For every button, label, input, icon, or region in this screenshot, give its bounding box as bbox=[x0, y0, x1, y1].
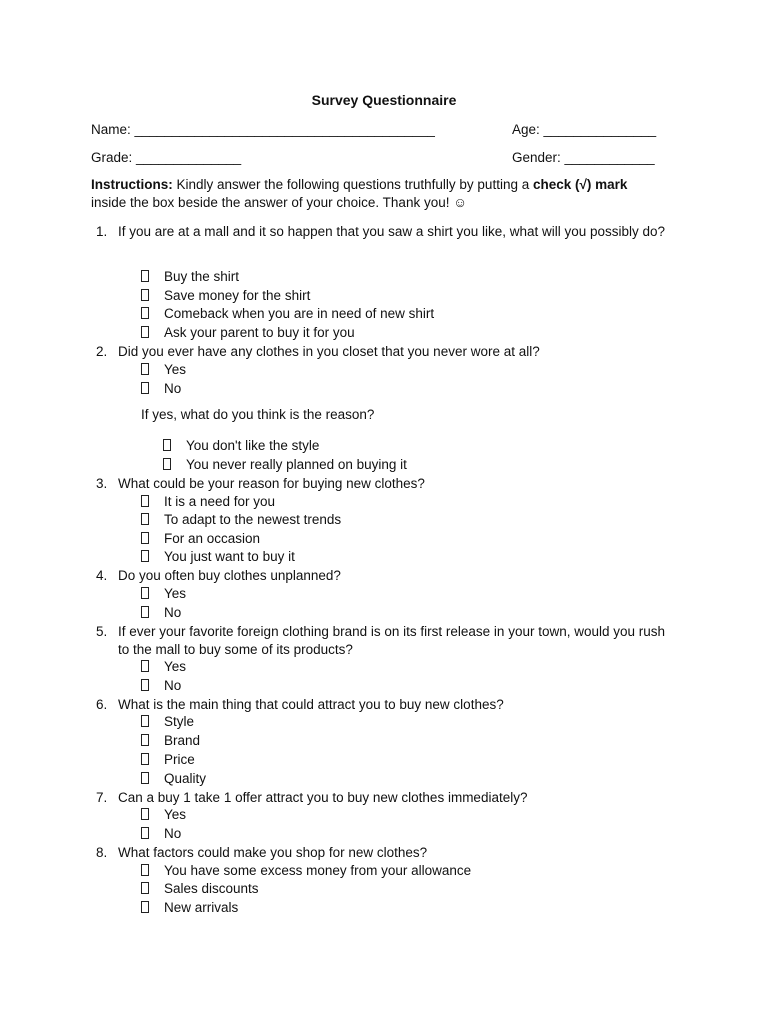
option[interactable] bbox=[141, 306, 434, 321]
checkbox[interactable] bbox=[141, 495, 149, 507]
checkbox[interactable] bbox=[141, 827, 149, 839]
page-title: Survey Questionnaire bbox=[311, 92, 457, 108]
checkbox[interactable] bbox=[141, 606, 149, 618]
question-text: If ever your favorite foreign clothing brand is on its first release in your town, would you rush to the mall to buy some of its products? bbox=[118, 624, 666, 657]
instructions-label: Instructions: bbox=[91, 177, 173, 192]
question-7 bbox=[96, 789, 666, 807]
checkbox[interactable] bbox=[141, 679, 149, 691]
option-label: Yes bbox=[164, 362, 187, 377]
name-field[interactable]: Name: ________________________________________ bbox=[91, 122, 435, 137]
option[interactable] bbox=[141, 714, 194, 729]
question-number: 5. bbox=[96, 624, 108, 639]
grade-field[interactable]: Grade: ______________ bbox=[91, 150, 242, 165]
followup-question: If yes, what do you think is the reason? bbox=[141, 407, 375, 422]
option-label: Style bbox=[164, 714, 195, 729]
question-number: 1. bbox=[96, 224, 108, 239]
instructions-text-end: inside the box beside the answer of your choice. Thank you! ☺ bbox=[91, 195, 468, 210]
question-number: 4. bbox=[96, 568, 108, 583]
checkbox[interactable] bbox=[141, 734, 149, 746]
checkbox[interactable] bbox=[141, 660, 149, 672]
checkbox[interactable] bbox=[141, 382, 149, 394]
checkbox[interactable] bbox=[141, 587, 149, 599]
option-label: Brand bbox=[164, 733, 201, 748]
question-2 bbox=[96, 343, 666, 361]
option-label: Quality bbox=[164, 771, 207, 786]
option[interactable] bbox=[141, 659, 186, 674]
question-3 bbox=[96, 475, 666, 493]
check-mark-text: check (√) mark bbox=[532, 177, 628, 192]
question-4 bbox=[96, 567, 666, 585]
option-label: Price bbox=[164, 752, 195, 767]
option[interactable] bbox=[141, 881, 259, 896]
checkbox[interactable] bbox=[141, 901, 149, 913]
option[interactable] bbox=[141, 269, 239, 284]
checkbox[interactable] bbox=[141, 715, 149, 727]
option[interactable] bbox=[141, 494, 275, 509]
option[interactable] bbox=[141, 531, 260, 546]
option-label: No bbox=[164, 826, 182, 841]
option-label: You just want to buy it bbox=[164, 549, 295, 564]
question-number: 2. bbox=[96, 344, 108, 359]
checkbox[interactable] bbox=[141, 753, 149, 765]
question-number: 7. bbox=[96, 790, 108, 805]
checkbox[interactable] bbox=[141, 882, 149, 894]
option-label: No bbox=[164, 381, 182, 396]
question-text: What factors could make you shop for new clothes? bbox=[118, 845, 428, 860]
option-label: You don't like the style bbox=[186, 438, 320, 453]
option[interactable] bbox=[141, 288, 310, 303]
option-label: It is a need for you bbox=[164, 494, 276, 509]
option-label: Ask your parent to buy it for you bbox=[164, 325, 355, 340]
question-number: 3. bbox=[96, 476, 108, 491]
question-text: What is the main thing that could attract you to buy new clothes? bbox=[118, 697, 504, 712]
option-label: For an occasion bbox=[164, 531, 261, 546]
question-6 bbox=[96, 696, 666, 714]
option[interactable] bbox=[163, 438, 319, 453]
option[interactable] bbox=[141, 381, 181, 396]
question-1 bbox=[96, 223, 666, 241]
question-text: Can a buy 1 take 1 offer attract you to buy new clothes immediately? bbox=[118, 790, 528, 805]
option-label: Buy the shirt bbox=[164, 269, 240, 284]
option-label: Sales discounts bbox=[164, 881, 259, 896]
question-text: Do you often buy clothes unplanned? bbox=[118, 568, 341, 583]
checkbox[interactable] bbox=[141, 363, 149, 375]
option-label: You never really planned on buying it bbox=[186, 457, 407, 472]
question-5 bbox=[96, 623, 666, 659]
option[interactable] bbox=[141, 605, 181, 620]
gender-field[interactable]: Gender: ____________ bbox=[512, 150, 655, 165]
option-label: New arrivals bbox=[164, 900, 239, 915]
option-label: Comeback when you are in need of new shirt bbox=[164, 306, 435, 321]
checkbox[interactable] bbox=[141, 307, 149, 319]
option[interactable] bbox=[141, 325, 355, 340]
question-text: What could be your reason for buying new clothes? bbox=[118, 476, 425, 491]
checkbox[interactable] bbox=[141, 532, 149, 544]
checkbox[interactable] bbox=[141, 289, 149, 301]
instructions bbox=[91, 176, 661, 212]
option[interactable] bbox=[163, 457, 407, 472]
option-label: Yes bbox=[164, 807, 187, 822]
option[interactable] bbox=[141, 900, 238, 915]
option[interactable] bbox=[141, 807, 186, 822]
option[interactable] bbox=[141, 362, 186, 377]
option[interactable] bbox=[141, 863, 471, 878]
option[interactable] bbox=[141, 512, 341, 527]
option-label: Save money for the shirt bbox=[164, 288, 311, 303]
question-number: 6. bbox=[96, 697, 108, 712]
option-label: To adapt to the newest trends bbox=[164, 512, 342, 527]
option[interactable] bbox=[141, 826, 181, 841]
option[interactable] bbox=[141, 733, 200, 748]
checkbox[interactable] bbox=[141, 326, 149, 338]
checkbox[interactable] bbox=[141, 550, 149, 562]
option[interactable] bbox=[141, 771, 206, 786]
option-label: No bbox=[164, 605, 182, 620]
option[interactable] bbox=[141, 549, 295, 564]
option[interactable] bbox=[141, 752, 195, 767]
checkbox[interactable] bbox=[141, 772, 149, 784]
checkbox[interactable] bbox=[141, 270, 149, 282]
option[interactable] bbox=[141, 586, 186, 601]
checkbox[interactable] bbox=[141, 864, 149, 876]
question-8 bbox=[96, 844, 666, 862]
checkbox[interactable] bbox=[163, 439, 171, 451]
checkbox[interactable] bbox=[141, 513, 149, 525]
age-field[interactable]: Age: _______________ bbox=[512, 122, 657, 137]
question-text: Did you ever have any clothes in you closet that you never wore at all? bbox=[118, 344, 540, 359]
instructions-text: Kindly answer the following questions truthfully by putting a bbox=[172, 177, 533, 192]
option-label: Yes bbox=[164, 586, 187, 601]
checkbox[interactable] bbox=[141, 808, 149, 820]
checkbox[interactable] bbox=[163, 458, 171, 470]
option-label: You have some excess money from your allowance bbox=[164, 863, 472, 878]
option[interactable] bbox=[141, 678, 181, 693]
question-number: 8. bbox=[96, 845, 108, 860]
option-label: No bbox=[164, 678, 182, 693]
option-label: Yes bbox=[164, 659, 187, 674]
question-text: If you are at a mall and it so happen that you saw a shirt you like, what will you possibly do? bbox=[118, 224, 666, 239]
